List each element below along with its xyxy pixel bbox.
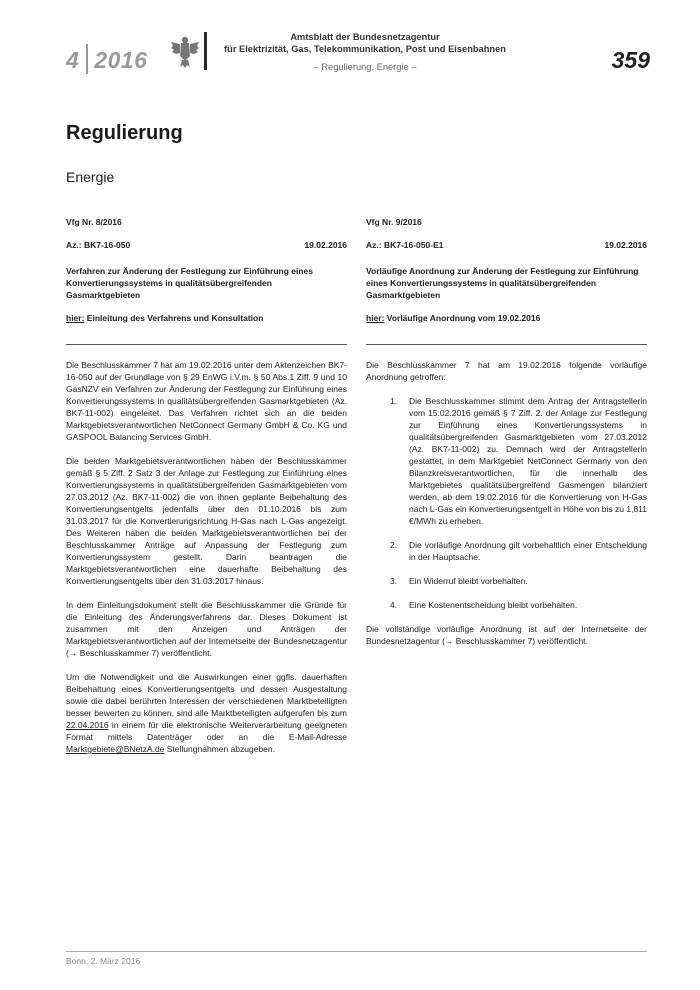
email-link[interactable]: Marktgebiete@BNetzA.de: [66, 744, 165, 754]
paragraph-text: Stellungnahmen abzugeben.: [164, 744, 275, 754]
list-item-number: 1.: [390, 396, 398, 406]
list-item-text: Ein Widerruf bleibt vorbehalten.: [409, 576, 528, 586]
paragraph-text: Um die Notwendigkeit und die Auswirkungen einer ggfls. dauerhaften Beibehaltung eines Konvertierungsentgelts und dessen Ausgestaltung sowie die dabei berührten Interessen der verschiedenen Marktbeteiligten besser bewerten zu können, sind alle Marktbeteiligten aufgerufen bis zum: [66, 672, 347, 718]
paragraph: [66, 671, 347, 755]
list-item-number: 2.: [390, 540, 398, 550]
masthead: [220, 31, 510, 73]
page-title: Regulierung: [66, 122, 183, 144]
list-item: [366, 395, 647, 527]
page-number: 359: [611, 47, 650, 73]
issue-year: 2016: [94, 47, 148, 73]
paragraph: Die beiden Marktgebietsverantwortlichen haben der Beschlusskammer gemäß § 5 Ziff. 2 Satz 3 der Anlage zur Festlegung zur Einführung eines Konvertierungssystems in qualitätsübergreifenden Gasmarktgebieten vom 27.03.2012 (Az. BK7-11-002) die von ihnen geplante Beibehaltung des Konvertierungsentgelts jedenfalls über den 01.10.2016 bis zum 31.03.2017 für die Konvertierungsrichtung H-Gas nach L-Gas angezeigt. Des Weiteren haben die beiden Marktgebietsverantwortlichen bei der Beschlusskammer Anträge auf Anpassung der Festlegung zum Konvertierungssystem gestellt. Darin beantragen die Marktgebietsverantwortlichen eine dauerhafte Beibehaltung des Konvertierungsentgelts über den 31.03.2017 hinaus.: [66, 456, 347, 586]
list-item: [366, 599, 647, 611]
order-date: 19.02.2016: [304, 240, 347, 250]
list-item-text: Eine Kostenentscheidung bleibt vorbehalten.: [409, 600, 578, 610]
vfg-number: Vfg Nr. 9/2016: [366, 217, 422, 227]
page-subtitle: Energie: [66, 169, 115, 185]
list-item-text: Die vorläufige Anordnung gilt vorbehaltlich einer Entscheidung in der Hauptsache.: [409, 540, 647, 562]
hier-label: hier:: [366, 313, 385, 323]
issue-number: 4: [66, 47, 80, 73]
vfg-number: Vfg Nr. 8/2016: [66, 217, 122, 227]
section-label: – Regulierung, Energie –: [313, 62, 417, 72]
list-item-text: Die Beschlusskammer stimmt dem Antrag der Antragstellerin vom 15.02.2016 gemäß § 7 Ziff. 2. der Anlage zur Festlegung zur Einführung eines Konvertierungssystems in qualitätsübergreifenden Gasmarktgebieten vom 27.03.2012 (Az. BK7-11-002) zu. Demnach wird der Antragstellerin gestattet, in dem Marktgebiet NetConnect Germany von den Bilanzkreisverantwortlichen, für die innerhalb des Marktgebietes qualitätsübergreifend Gasmengen bilanziert werden, ab dem 19.02.2016 für die Konvertierung von H-Gas nach L-Gas ein Konvertierungsentgelt in Höhe von bis zu 1,811 €/MWh zu erheben.: [409, 396, 647, 526]
hier-label: hier:: [66, 313, 85, 323]
list-item-number: 4.: [390, 600, 398, 610]
hier-text: Vorläufige Anordnung vom 19.02.2016: [384, 313, 541, 323]
reference-row: [366, 239, 647, 251]
issue-label: [66, 44, 147, 74]
file-reference: Az.: BK7-16-050: [66, 240, 131, 250]
paragraph: In dem Einleitungsdokument stellt die Beschlusskammer die Gründe für die Einleitung des Änderungsverfahrens dar. Dieses Dokument ist zusammen mit den Anzeigen und Anträgen der Marktgebietsverantwortlichen auf der Internetseite der Bundesnetzagentur (→ Beschlusskammer 7) veröffentlicht.: [66, 600, 347, 658]
paragraph-text: in einem für die elektronische Weiterverarbeitung geeigneten Format mittels Datenträger oder an die E-Mail-Adresse: [66, 720, 347, 742]
ordered-list: [366, 395, 647, 611]
order-heading: Vorläufige Anordnung zur Änderung der Festlegung zur Einführung eines Konvertierungssystems in qualitätsübergreifenden Gasmarktgebieten: [366, 266, 639, 300]
order-heading: Verfahren zur Änderung der Festlegung zur Einführung eines Konvertierungssystems in qualitätsübergreifenden Gasmarktgebieten: [66, 266, 313, 300]
section-divider: [366, 344, 647, 345]
footer-text: Bonn, 2. März 2016: [66, 956, 141, 966]
reference-row: [66, 239, 347, 251]
masthead-line-1: Amtsblatt der Bundesnetzagentur: [290, 32, 440, 42]
masthead-line-2: für Elektrizität, Gas, Telekommunikation, Post und Eisenbahnen: [224, 44, 506, 54]
order-date: 19.02.2016: [604, 240, 647, 250]
list-item-number: 3.: [390, 576, 398, 586]
list-item: [366, 539, 647, 563]
paragraph: Die Beschlusskammer 7 hat am 19.02.2016 unter dem Aktenzeichen BK7-16-050 auf der Grundlage von § 29 EnWG i.V.m. § 50 Abs.1 Ziff. 9 und 10 GasNZV ein Verfahren zur Änderung der Festlegung zur Einführung eines Konvertierungssystems in qualitätsübergreifenden Gasmarktgebieten (Az. BK7-11-002) eingeleitet. Das Verfahren richtet sich an die beiden Marktgebietsverantwortlichen NetConnect Germany GmbH & Co. KG und GASPOOL Balancing Services GmbH.: [66, 360, 347, 442]
hier-text: Einleitung des Verfahrens und Konsultation: [84, 313, 264, 323]
deadline-date: 22.04.2016: [66, 720, 109, 730]
paragraph: Die Beschlusskammer 7 hat am 19.02.2016 folgende vorläufige Anordnung getroffen:: [366, 360, 647, 382]
list-item: [366, 575, 647, 587]
hier-line: [66, 312, 347, 324]
masthead-divider: [204, 32, 207, 70]
file-reference: Az.: BK7-16-050-E1: [366, 240, 444, 250]
section-divider: [66, 344, 347, 345]
hier-line: [366, 312, 647, 324]
left-column: [66, 216, 347, 767]
right-column: [366, 216, 647, 659]
footer-divider: [66, 951, 647, 952]
issue-separator: [86, 44, 88, 74]
federal-eagle-icon: [170, 34, 200, 68]
paragraph: Die vollständige vorläufige Anordnung ist auf der Internetseite der Bundesnetzagentur (→ Beschlusskammer 7) veröffentlicht.: [366, 624, 647, 646]
